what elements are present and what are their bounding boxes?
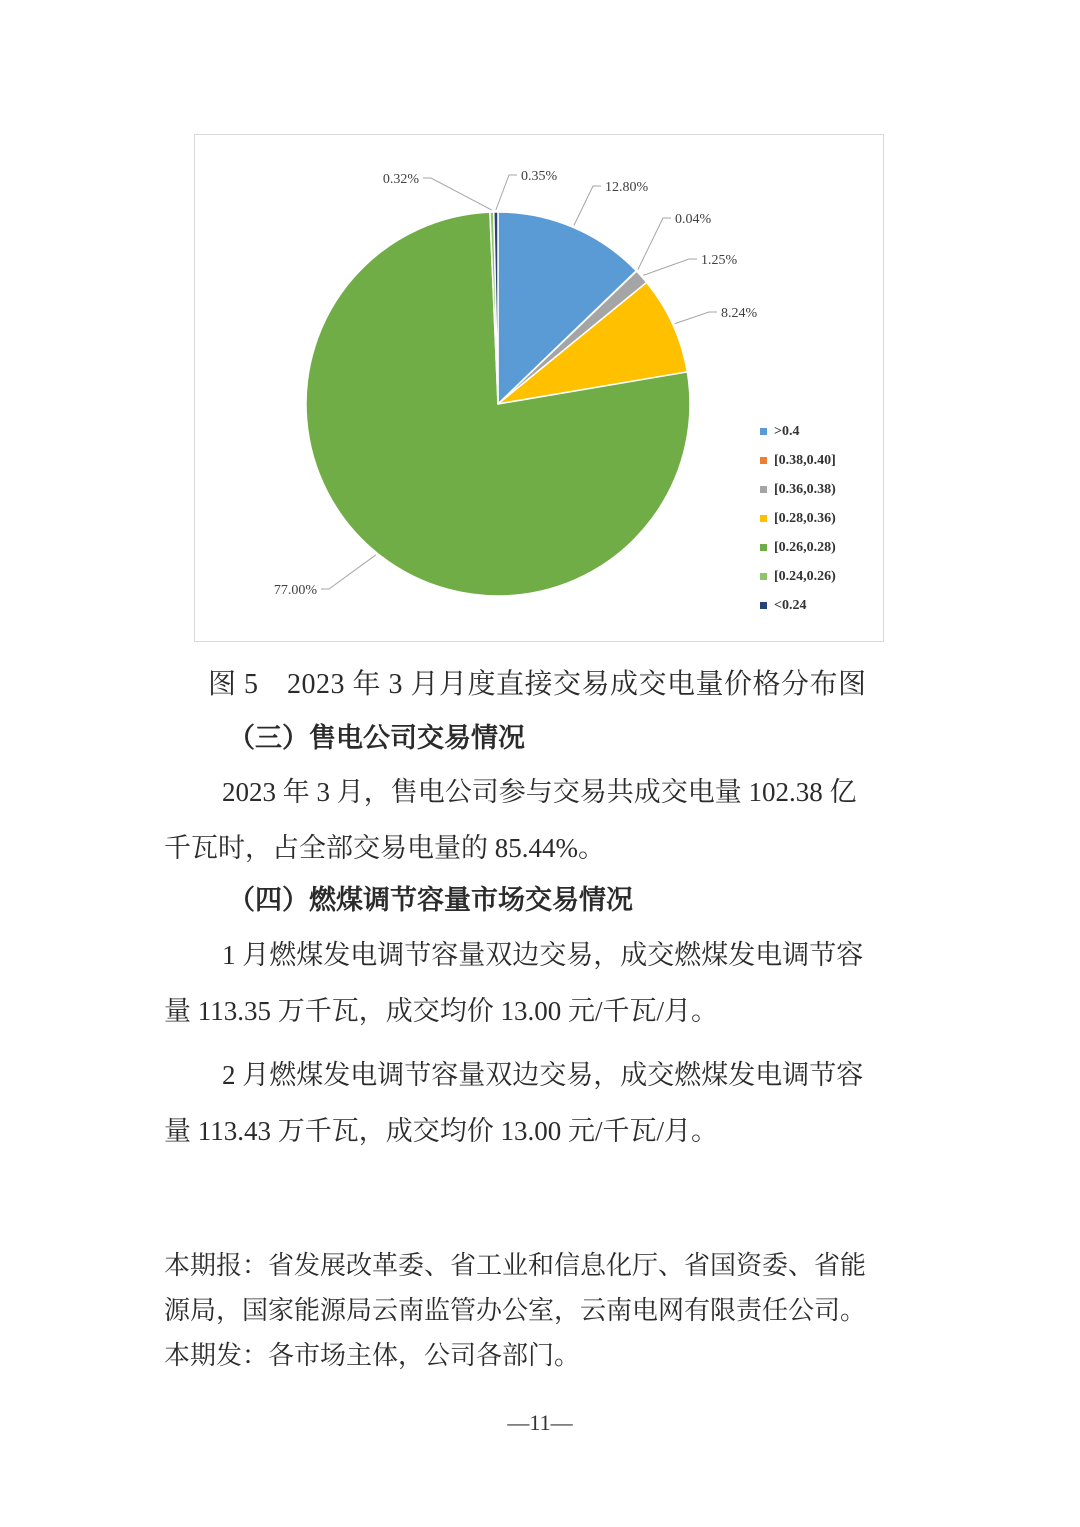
- paragraph-line: 千瓦时，占全部交易电量的 85.44%。: [164, 833, 605, 863]
- legend-swatch: [760, 457, 767, 464]
- leader-line: [423, 178, 492, 210]
- legend-item: [760, 475, 836, 504]
- distribution-footer: [164, 1244, 866, 1379]
- section-heading-coal-capacity: （四）燃煤调节容量市场交易情况: [228, 885, 633, 916]
- legend-label: <0.24: [774, 597, 807, 613]
- leader-line: [638, 218, 671, 270]
- legend-swatch: [760, 602, 767, 609]
- leader-line: [574, 186, 601, 225]
- leader-line: [496, 175, 517, 210]
- leader-line: [321, 555, 376, 589]
- data-label: 0.04%: [675, 212, 712, 227]
- data-label: 12.80%: [605, 180, 649, 195]
- legend-item: [760, 533, 836, 562]
- section-heading-retail-companies: （三）售电公司交易情况: [228, 723, 525, 754]
- paragraph-line: 1 月燃煤发电调节容量双边交易，成交燃煤发电调节容: [222, 940, 864, 970]
- data-label: 1.25%: [701, 253, 738, 268]
- legend-swatch: [760, 428, 767, 435]
- legend-item: [760, 504, 836, 533]
- page-number: —11—: [507, 1410, 573, 1435]
- legend-item: [760, 591, 836, 620]
- pie-chart: [194, 134, 884, 642]
- legend-label: [0.24,0.26): [774, 568, 836, 584]
- data-label: 77.00%: [273, 583, 317, 598]
- legend-swatch: [760, 573, 767, 580]
- legend-label: [0.28,0.36): [774, 510, 836, 526]
- chart-legend: [760, 417, 836, 620]
- legend-swatch: [760, 486, 767, 493]
- footer-report-to-line-2: 源局，国家能源局云南监管办公室，云南电网有限责任公司。: [164, 1296, 867, 1326]
- legend-item: [760, 417, 836, 446]
- legend-label: >0.4: [774, 423, 800, 439]
- legend-label: [0.38,0.40]: [774, 452, 836, 468]
- footer-report-to-line-1: 本期报：省发展改革委、省工业和信息化厅、省国资委、省能: [164, 1251, 867, 1281]
- figure-caption: 图 5 2023 年 3 月月度直接交易成交电量价格分布图: [208, 669, 867, 700]
- legend-label: [0.26,0.28): [774, 539, 836, 555]
- leader-line: [643, 259, 697, 275]
- data-label: 0.32%: [382, 172, 419, 187]
- data-label: 0.35%: [521, 169, 558, 184]
- legend-label: [0.36,0.38): [774, 481, 836, 497]
- legend-swatch: [760, 544, 767, 551]
- legend-item: [760, 562, 836, 591]
- data-label: 8.24%: [721, 306, 758, 321]
- paragraph-line: 2023 年 3 月，售电公司参与交易共成交电量 102.38 亿: [222, 777, 857, 807]
- legend-item: [760, 446, 836, 475]
- leader-line: [675, 312, 717, 324]
- footer-distribute-to: 本期发：各市场主体，公司各部门。: [164, 1341, 581, 1371]
- legend-swatch: [760, 515, 767, 522]
- paragraph-line: 2 月燃煤发电调节容量双边交易，成交燃煤发电调节容: [222, 1060, 864, 1090]
- paragraph-line: 量 113.35 万千瓦，成交均价 13.00 元/千瓦/月。: [164, 996, 719, 1026]
- paragraph-line: 量 113.43 万千瓦，成交均价 13.00 元/千瓦/月。: [164, 1116, 719, 1146]
